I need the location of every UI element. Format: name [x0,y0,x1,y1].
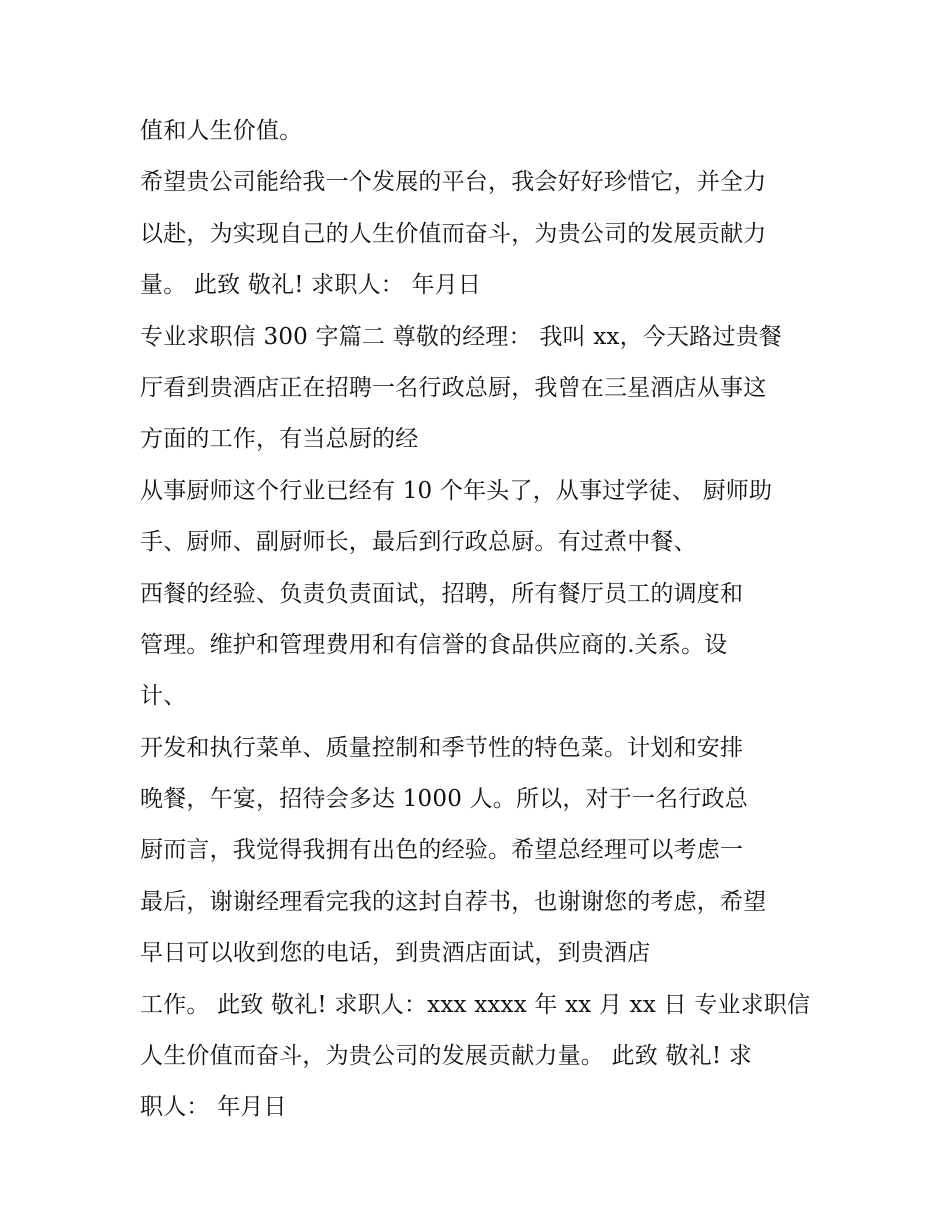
text-line: 早日可以收到您的电话，到贵酒店面试，到贵酒店 [140,940,651,967]
text-line: 手、厨师、副厨师长，最后到行政总厨。有过煮中餐、 [140,529,697,556]
text-line: 以赴，为实现自己的人生价值而奋斗，为贵公司的发展贡献力 [140,220,767,247]
text-line: 晚餐，午宴，招待会多达 1000 人。所以，对于一名行政总 [140,786,748,813]
text-line: 计、 [140,683,187,710]
text-line: 职人： 年月日 [140,1094,287,1121]
text-line: 从事厨师这个行业已经有 10 个年头了，从事过学徒、 厨师助 [140,477,773,504]
text-line: 管理。维护和管理费用和有信誉的食品供应商的.关系。设 [140,631,728,658]
document-body [140,106,840,1134]
text-line: 量。 此致 敬礼! 求职人： 年月日 [140,272,482,299]
text-line: 专业求职信 300 字篇二 尊敬的经理： 我叫 xx，今天路过贵餐 [140,323,782,350]
text-line: 希望贵公司能给我一个发展的平台，我会好好珍惜它，并全力 [140,169,767,196]
text-line: 厅看到贵酒店正在招聘一名行政总厨，我曾在三星酒店从事这 [140,374,767,401]
text-line: 西餐的经验、负责负责面试，招聘，所有餐厅员工的调度和 [140,580,744,607]
text-line: 人生价值而奋斗，为贵公司的发展贡献力量。 此致 敬礼! 求 [140,1043,752,1070]
text-line: 最后，谢谢经理看完我的这封自荐书，也谢谢您的考虑，希望 [140,888,767,915]
text-line: 方面的工作，有当总厨的经 [140,426,419,453]
text-line: 值和人生价值。 [140,118,303,144]
text-line: 开发和执行菜单、质量控制和季节性的特色菜。计划和安排 [140,734,744,761]
text-line: 厨而言，我觉得我拥有出色的经验。希望总经理可以考虑一 [140,837,744,864]
text-line: 工作。 此致 敬礼! 求职人：xxx xxxx 年 xx 月 xx 日 专业求职信 [140,991,811,1018]
